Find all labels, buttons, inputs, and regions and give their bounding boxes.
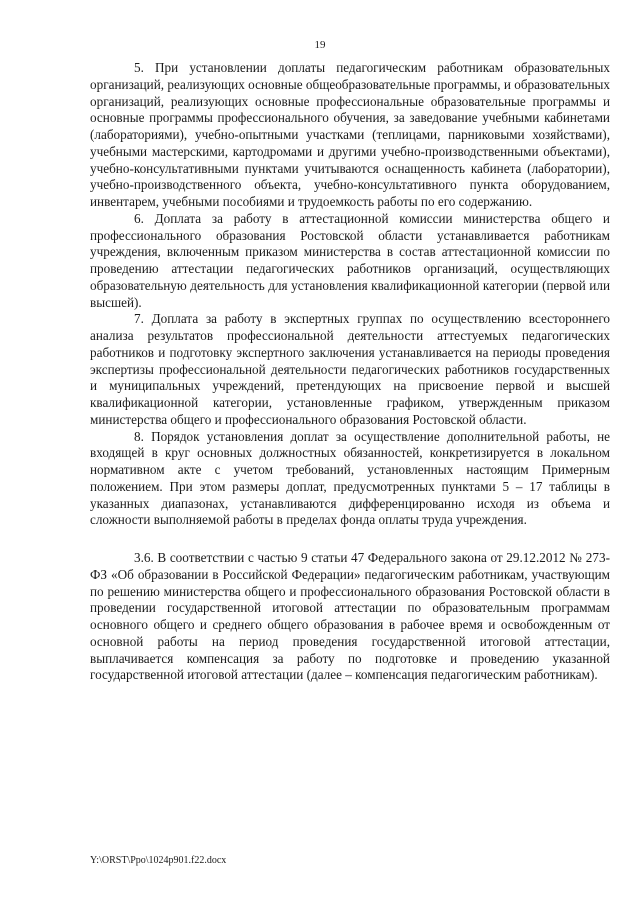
page-number: 19 bbox=[314, 39, 326, 51]
paragraph-8: 8. Порядок установления доплат за осуществление дополнительной работы, не входящей в круг основных должностных обязанностей, конкретизируется в локальном нормативном акте с учетом требований, установленных настоящим Примерным положением. При этом размеры доплат, предусмотренных пунктами 5 – 17 таблицы в указанных диапазонах, устанавливаются дифференцированно исходя из объема и сложности выполняемой работы в пределах фонда оплаты труда учреждения. bbox=[90, 428, 610, 528]
paragraph-5: 5. При установлении доплаты педагогическим работникам образовательных организаций, реализующих основные общеобразовательные программы, и образовательных организаций, реализующих основные профессиональные образовательные программы и основные программы профессионального обучения, за заведование учебными кабинетами (лабораториями), учебно-опытными участками (теплицами, парниковыми хозяйствами), учебными мастерскими, картодромами и другими учебно-производственными объектами), учебно-консультативными пунктами учитываются оснащенность кабинета (лаборатории), учебно-производственного объекта, учебно-консультативного пункта оборудованием, инвентарем, учебными пособиями и трудоемкость работы по его содержанию. bbox=[90, 60, 610, 209]
section-3-6: 3.6. В соответствии с частью 9 статьи 47 Федерального закона от 29.12.2012 № 273-ФЗ «Об образовании в Российской Федерации» педагогическим работникам, участвующим по решению министерства общего и профессионального образования Ростовской области в проведении государственной итоговой аттестации по образовательным программам основного общего и среднего общего образования в рабочее время и освобожденным от основной работы на период проведения государственной итоговой аттестации, выплачивается компенсация за работу по подготовке и проведению указанной государственной итоговой аттестации (далее – компенсация педагогическим работникам). bbox=[90, 550, 610, 683]
file-path-footer: Y:\ORST\Ppo\1024p901.f22.docx bbox=[90, 855, 227, 866]
document-body bbox=[90, 60, 610, 684]
paragraph-7: 7. Доплата за работу в экспертных группах по осуществлению всестороннего анализа результатов профессиональной деятельности аттестуемых педагогических работников и подготовку экспертного заключения устанавливается на периоды проведения экспертизы профессиональной деятельности педагогических работников государственных и муниципальных учреждений, претендующих на присвоение первой и высшей квалификационной категории, установленные графиком, утвержденным приказом министерства общего и профессионального образования Ростовской области. bbox=[90, 311, 610, 427]
paragraph-6: 6. Доплата за работу в аттестационной комиссии министерства общего и профессионального образования Ростовской области устанавливается работникам учреждения, включенным приказом министерства в состав аттестационной комиссии по проведению аттестации педагогических работников организаций, осуществляющих образовательную деятельность для установления квалификационной категории (первой или высшей). bbox=[90, 210, 610, 310]
section-spacer bbox=[90, 529, 610, 550]
